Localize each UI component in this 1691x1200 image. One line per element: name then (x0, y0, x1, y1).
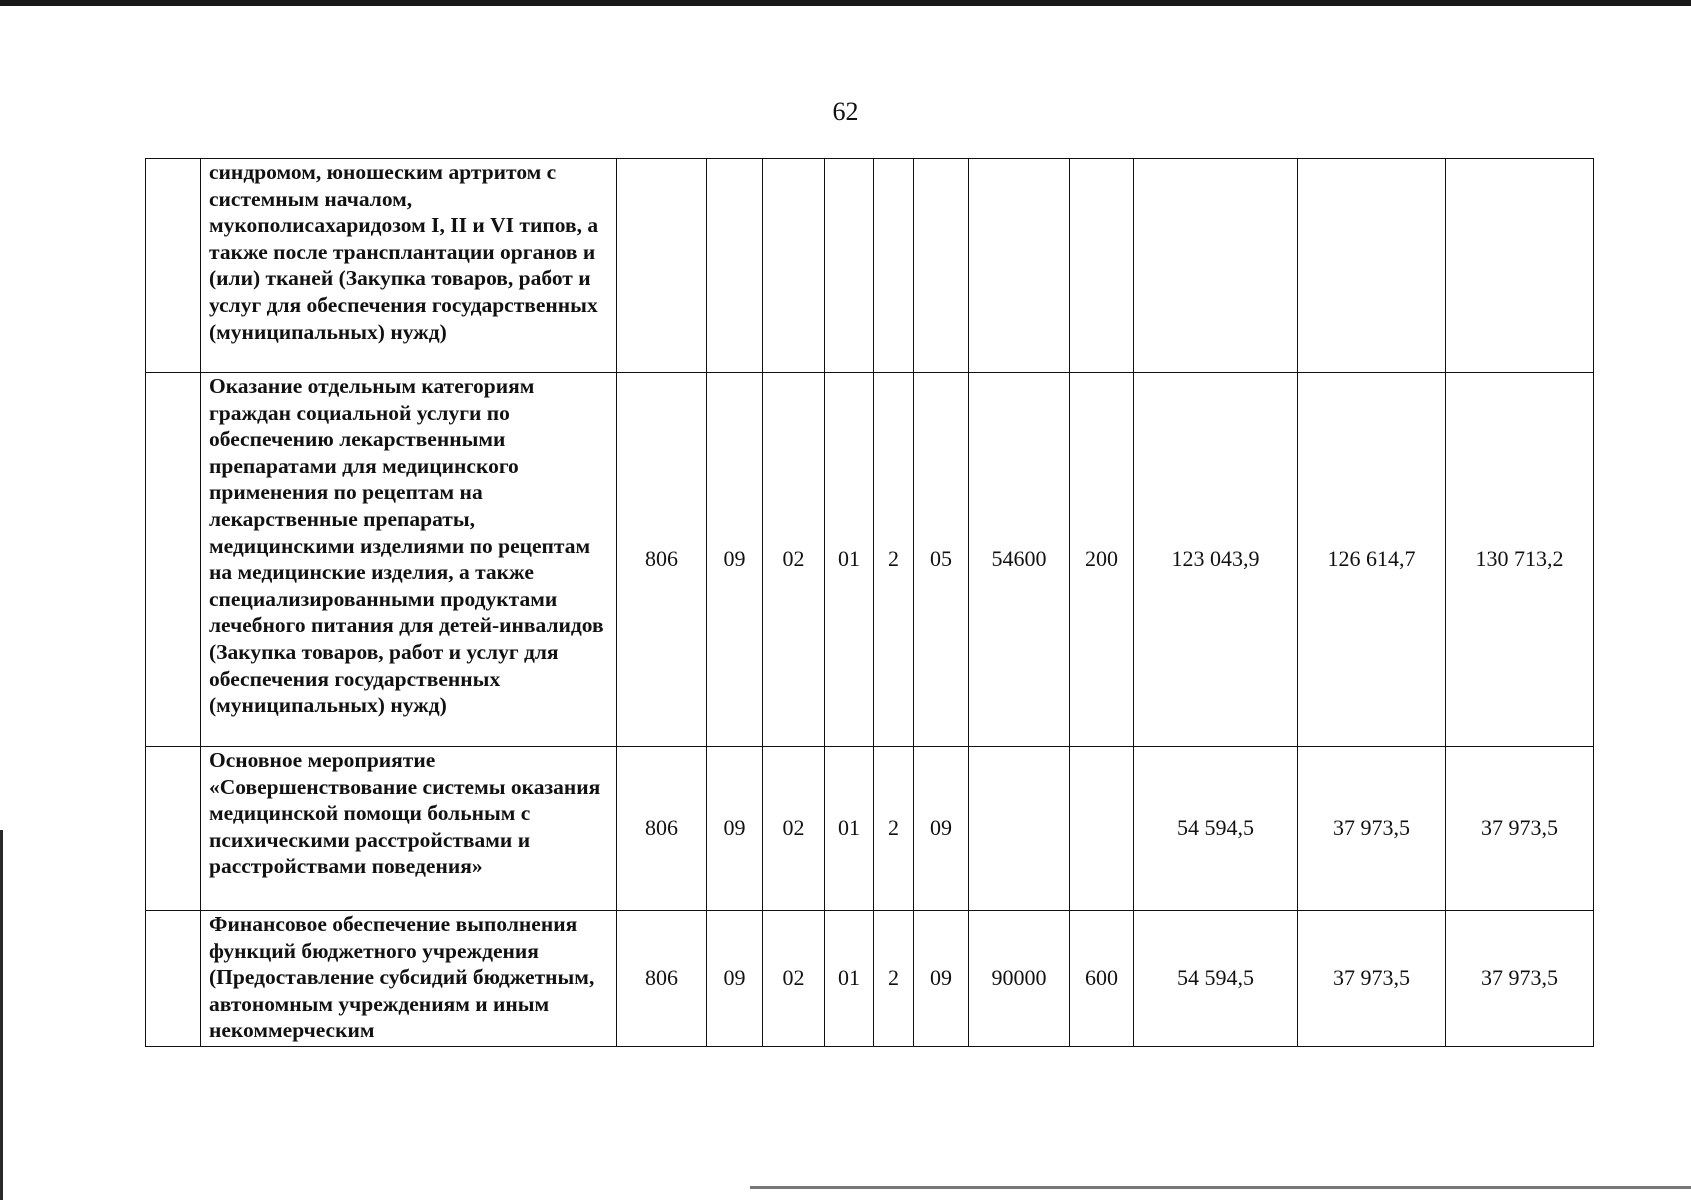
amount-year1-cell: 54 594,5 (1134, 911, 1298, 1047)
amount-year3-cell: 37 973,5 (1446, 747, 1594, 911)
description-cell: Финансовое обеспечение выполнения функций бюджетного учреждения (Предоставление субсидий бюджетным, автономным учреждениям и иным некоммерческим (201, 911, 617, 1047)
subsection-cell: 02 (763, 911, 825, 1047)
amount-year2-cell: 37 973,5 (1298, 747, 1446, 911)
section-cell: 09 (707, 911, 763, 1047)
section-cell: 09 (707, 747, 763, 911)
target-code-cell-3: 05 (914, 373, 969, 747)
amount-year2-cell (1298, 159, 1446, 373)
budget-table (145, 158, 1594, 1047)
target-code-cell-4 (969, 747, 1070, 911)
table-row (146, 747, 1594, 911)
amount-year2-cell: 126 614,7 (1298, 373, 1446, 747)
description-cell: Основное мероприятие «Совершенствование системы оказания медицинской помощи больным с психическими расстройствами и расстройствами поведения» (201, 747, 617, 911)
target-code-cell-2 (874, 159, 914, 373)
ved-cell: 806 (617, 373, 707, 747)
amount-year1-cell (1134, 159, 1298, 373)
ved-cell (617, 159, 707, 373)
subsection-cell: 02 (763, 373, 825, 747)
target-code-cell-1: 01 (825, 911, 874, 1047)
amount-year3-cell: 37 973,5 (1446, 911, 1594, 1047)
row-index-cell (146, 159, 201, 373)
scan-bottom-line (750, 1186, 1691, 1189)
amount-year2-cell: 37 973,5 (1298, 911, 1446, 1047)
target-code-cell-3 (914, 159, 969, 373)
target-code-cell-3: 09 (914, 911, 969, 1047)
expense-type-cell (1070, 159, 1134, 373)
expense-type-cell: 200 (1070, 373, 1134, 747)
scan-top-border (0, 0, 1691, 6)
section-cell (707, 159, 763, 373)
table-row (146, 911, 1594, 1047)
table-row (146, 373, 1594, 747)
expense-type-cell: 600 (1070, 911, 1134, 1047)
description-cell: синдромом, юношеским артритом с системным началом, мукополисахаридозом I, II и VI типов, а также после трансплантации органов и (или) тканей (Закупка товаров, работ и услуг для обеспечения государственных (муниципальных) нужд) (201, 159, 617, 373)
target-code-cell-2: 2 (874, 911, 914, 1047)
subsection-cell (763, 159, 825, 373)
page-number: 62 (832, 97, 859, 126)
section-cell: 09 (707, 373, 763, 747)
target-code-cell-4 (969, 159, 1070, 373)
expense-type-cell (1070, 747, 1134, 911)
target-code-cell-1: 01 (825, 373, 874, 747)
subsection-cell: 02 (763, 747, 825, 911)
amount-year3-cell: 130 713,2 (1446, 373, 1594, 747)
table-row (146, 159, 1594, 373)
target-code-cell-3: 09 (914, 747, 969, 911)
amount-year1-cell: 123 043,9 (1134, 373, 1298, 747)
scan-left-border (0, 830, 3, 1200)
target-code-cell-2: 2 (874, 373, 914, 747)
target-code-cell-2: 2 (874, 747, 914, 911)
target-code-cell-4: 90000 (969, 911, 1070, 1047)
target-code-cell-4: 54600 (969, 373, 1070, 747)
row-index-cell (146, 373, 201, 747)
ved-cell: 806 (617, 747, 707, 911)
target-code-cell-1 (825, 159, 874, 373)
ved-cell: 806 (617, 911, 707, 1047)
amount-year3-cell (1446, 159, 1594, 373)
amount-year1-cell: 54 594,5 (1134, 747, 1298, 911)
description-cell: Оказание отдельным категориям граждан социальной услуги по обеспечению лекарственными препаратами для медицинского применения по рецептам на лекарственные препараты, медицинскими изделиями по рецептам на медицинские изделия, а также специализированными продуктами лечебного питания для детей-инвалидов (Закупка товаров, работ и услуг для обеспечения государственных (муниципальных) нужд) (201, 373, 617, 747)
row-index-cell (146, 747, 201, 911)
row-index-cell (146, 911, 201, 1047)
target-code-cell-1: 01 (825, 747, 874, 911)
